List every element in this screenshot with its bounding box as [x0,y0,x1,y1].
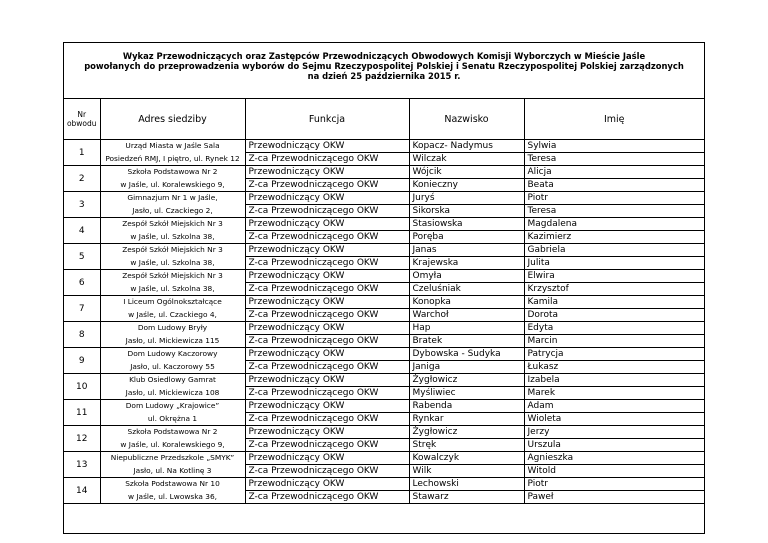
first-name-cell: Piotr [524,192,704,205]
obwod-number: 3 [64,192,100,218]
table-row [64,322,704,335]
document-page [63,42,705,534]
header-nazwisko: Nazwisko [409,99,524,140]
surname-cell: Janas [409,244,524,257]
function-cell: Przewodniczący OKW [245,426,409,439]
function-cell: Z-ca Przewodniczącego OKW [245,231,409,244]
surname-cell: Wójcik [409,166,524,179]
table-row [64,218,704,231]
address-line-1: Szkoła Podstawowa Nr 10 [100,478,245,491]
table-row [64,179,704,192]
address-line-2: Jasło, ul. Kaczorowy 55 [100,361,245,374]
function-cell: Z-ca Przewodniczącego OKW [245,387,409,400]
first-name-cell: Witold [524,465,704,478]
first-name-cell: Piotr [524,478,704,491]
table-row [64,296,704,309]
address-line-2: w Jaśle, ul. Czackiego 4, [100,309,245,322]
surname-cell: Dybowska - Sudyka [409,348,524,361]
table-row [64,400,704,413]
address-line-1: Zespół Szkół Miejskich Nr 3 [100,270,245,283]
address-line-2: Jasło, ul. Czackiego 2, [100,205,245,218]
address-line-2: Jasło, ul. Na Kotlinę 3 [100,465,245,478]
title-line-3: na dzień 25 października 2015 r. [307,71,461,81]
function-cell: Z-ca Przewodniczącego OKW [245,283,409,296]
function-cell: Z-ca Przewodniczącego OKW [245,361,409,374]
address-line-1: Niepubliczne Przedszkole „SMYK” [100,452,245,465]
function-cell: Przewodniczący OKW [245,270,409,283]
table-row [64,426,704,439]
table-row [64,413,704,426]
first-name-cell: Paweł [524,491,704,504]
surname-cell: Hap [409,322,524,335]
function-cell: Przewodniczący OKW [245,192,409,205]
address-line-2: w Jaśle, ul. Szkolna 38, [100,257,245,270]
surname-cell: Stasiowska [409,218,524,231]
function-cell: Z-ca Przewodniczącego OKW [245,413,409,426]
first-name-cell: Dorota [524,309,704,322]
address-line-1: Szkoła Podstawowa Nr 2 [100,426,245,439]
obwod-number: 13 [64,452,100,478]
first-name-cell: Kamila [524,296,704,309]
surname-cell: Sikorska [409,205,524,218]
surname-cell: Kopacz- Nadymus [409,140,524,153]
table-row [64,270,704,283]
surname-cell: Rynkar [409,413,524,426]
function-cell: Z-ca Przewodniczącego OKW [245,439,409,452]
first-name-cell: Krzysztof [524,283,704,296]
surname-cell: Czeluśniak [409,283,524,296]
table-row [64,166,704,179]
first-name-cell: Izabela [524,374,704,387]
obwod-number: 10 [64,374,100,400]
address-line-1: I Liceum Ogólnokształcące [100,296,245,309]
first-name-cell: Elwira [524,270,704,283]
table-row [64,231,704,244]
obwod-number: 7 [64,296,100,322]
address-line-1: Dom Ludowy Bryły [100,322,245,335]
document-title [64,43,704,99]
table-row [64,452,704,465]
header-imie: Imię [524,99,704,140]
address-line-1: Dom Ludowy „Krajowice” [100,400,245,413]
surname-cell: Janiga [409,361,524,374]
surname-cell: Omyła [409,270,524,283]
table-body [64,140,704,504]
function-cell: Z-ca Przewodniczącego OKW [245,309,409,322]
first-name-cell: Urszula [524,439,704,452]
table-row [64,309,704,322]
address-line-1: Klub Osiedlowy Gamrat [100,374,245,387]
address-line-2: w Jaśle, ul. Szkolna 38, [100,231,245,244]
title-line-2: powołanych do przeprowadzenia wyborów do Sejmu Rzeczypospolitej Polskiej i Senatu Rzeczypospolitej Polskiej zarządzonych [84,61,684,71]
first-name-cell: Gabriela [524,244,704,257]
table-row [64,257,704,270]
function-cell: Przewodniczący OKW [245,166,409,179]
table-row [64,244,704,257]
table-row [64,335,704,348]
address-line-2: w Jaśle, ul. Lwowska 36, [100,491,245,504]
function-cell: Z-ca Przewodniczącego OKW [245,205,409,218]
first-name-cell: Alicja [524,166,704,179]
first-name-cell: Edyta [524,322,704,335]
address-line-1: Gimnazjum Nr 1 w Jaśle, [100,192,245,205]
surname-cell: Stręk [409,439,524,452]
surname-cell: Wilk [409,465,524,478]
obwod-number: 5 [64,244,100,270]
surname-cell: Krajewska [409,257,524,270]
address-line-1: Szkoła Podstawowa Nr 2 [100,166,245,179]
function-cell: Z-ca Przewodniczącego OKW [245,491,409,504]
first-name-cell: Marcin [524,335,704,348]
function-cell: Z-ca Przewodniczącego OKW [245,465,409,478]
first-name-cell: Magdalena [524,218,704,231]
first-name-cell: Agnieszka [524,452,704,465]
address-line-1: Zespół Szkół Miejskich Nr 3 [100,244,245,257]
first-name-cell: Wioleta [524,413,704,426]
surname-cell: Rabenda [409,400,524,413]
first-name-cell: Łukasz [524,361,704,374]
surname-cell: Konieczny [409,179,524,192]
commission-table [64,99,704,504]
surname-cell: Myśliwiec [409,387,524,400]
obwod-number: 9 [64,348,100,374]
table-row [64,361,704,374]
surname-cell: Bratek [409,335,524,348]
first-name-cell: Marek [524,387,704,400]
surname-cell: Żygłowicz [409,374,524,387]
obwod-number: 1 [64,140,100,166]
table-row [64,153,704,166]
first-name-cell: Sylwia [524,140,704,153]
first-name-cell: Adam [524,400,704,413]
address-line-1: Dom Ludowy Kaczorowy [100,348,245,361]
obwod-number: 11 [64,400,100,426]
function-cell: Z-ca Przewodniczącego OKW [245,257,409,270]
first-name-cell: Jerzy [524,426,704,439]
address-line-2: Jasło, ul. Mickiewicza 115 [100,335,245,348]
function-cell: Przewodniczący OKW [245,322,409,335]
first-name-cell: Teresa [524,153,704,166]
surname-cell: Wilczak [409,153,524,166]
table-row [64,491,704,504]
function-cell: Z-ca Przewodniczącego OKW [245,335,409,348]
function-cell: Przewodniczący OKW [245,374,409,387]
header-row [64,99,704,140]
surname-cell: Poręba [409,231,524,244]
obwod-number: 14 [64,478,100,504]
obwod-number: 6 [64,270,100,296]
address-line-2: w Jaśle, ul. Koralewskiego 9, [100,179,245,192]
function-cell: Przewodniczący OKW [245,400,409,413]
address-line-2: w Jaśle, ul. Szkolna 38, [100,283,245,296]
table-row [64,374,704,387]
table-row [64,348,704,361]
function-cell: Przewodniczący OKW [245,296,409,309]
first-name-cell: Kazimierz [524,231,704,244]
address-line-2: ul. Okrężna 1 [100,413,245,426]
address-line-1: Zespół Szkół Miejskich Nr 3 [100,218,245,231]
first-name-cell: Patrycja [524,348,704,361]
first-name-cell: Julita [524,257,704,270]
surname-cell: Żygłowicz [409,426,524,439]
function-cell: Przewodniczący OKW [245,244,409,257]
function-cell: Przewodniczący OKW [245,348,409,361]
surname-cell: Lechowski [409,478,524,491]
address-line-2: w Jaśle, ul. Koralewskiego 9, [100,439,245,452]
header-nr: Nr obwodu [64,99,100,140]
title-line-1: Wykaz Przewodniczących oraz Zastępców Przewodniczących Obwodowych Komisji Wyborczych w Mieście Jaśle [122,51,646,61]
surname-cell: Konopka [409,296,524,309]
address-line-1: Urząd Miasta w Jaśle Sala [100,140,245,153]
table-row [64,205,704,218]
first-name-cell: Beata [524,179,704,192]
surname-cell: Stawarz [409,491,524,504]
header-adres: Adres siedziby [100,99,245,140]
function-cell: Przewodniczący OKW [245,218,409,231]
obwod-number: 2 [64,166,100,192]
header-funkcja: Funkcja [245,99,409,140]
table-row [64,439,704,452]
address-line-2: Posiedzeń RMJ, I piętro, ul. Rynek 12 [100,153,245,166]
surname-cell: Kowalczyk [409,452,524,465]
function-cell: Z-ca Przewodniczącego OKW [245,153,409,166]
surname-cell: Warchoł [409,309,524,322]
table-row [64,387,704,400]
table-row [64,283,704,296]
table-row [64,192,704,205]
address-line-2: Jasło, ul. Mickiewicza 108 [100,387,245,400]
first-name-cell: Teresa [524,205,704,218]
function-cell: Z-ca Przewodniczącego OKW [245,179,409,192]
obwod-number: 8 [64,322,100,348]
table-row [64,140,704,153]
function-cell: Przewodniczący OKW [245,478,409,491]
obwod-number: 12 [64,426,100,452]
table-row [64,465,704,478]
obwod-number: 4 [64,218,100,244]
function-cell: Przewodniczący OKW [245,140,409,153]
surname-cell: Juryś [409,192,524,205]
function-cell: Przewodniczący OKW [245,452,409,465]
table-row [64,478,704,491]
